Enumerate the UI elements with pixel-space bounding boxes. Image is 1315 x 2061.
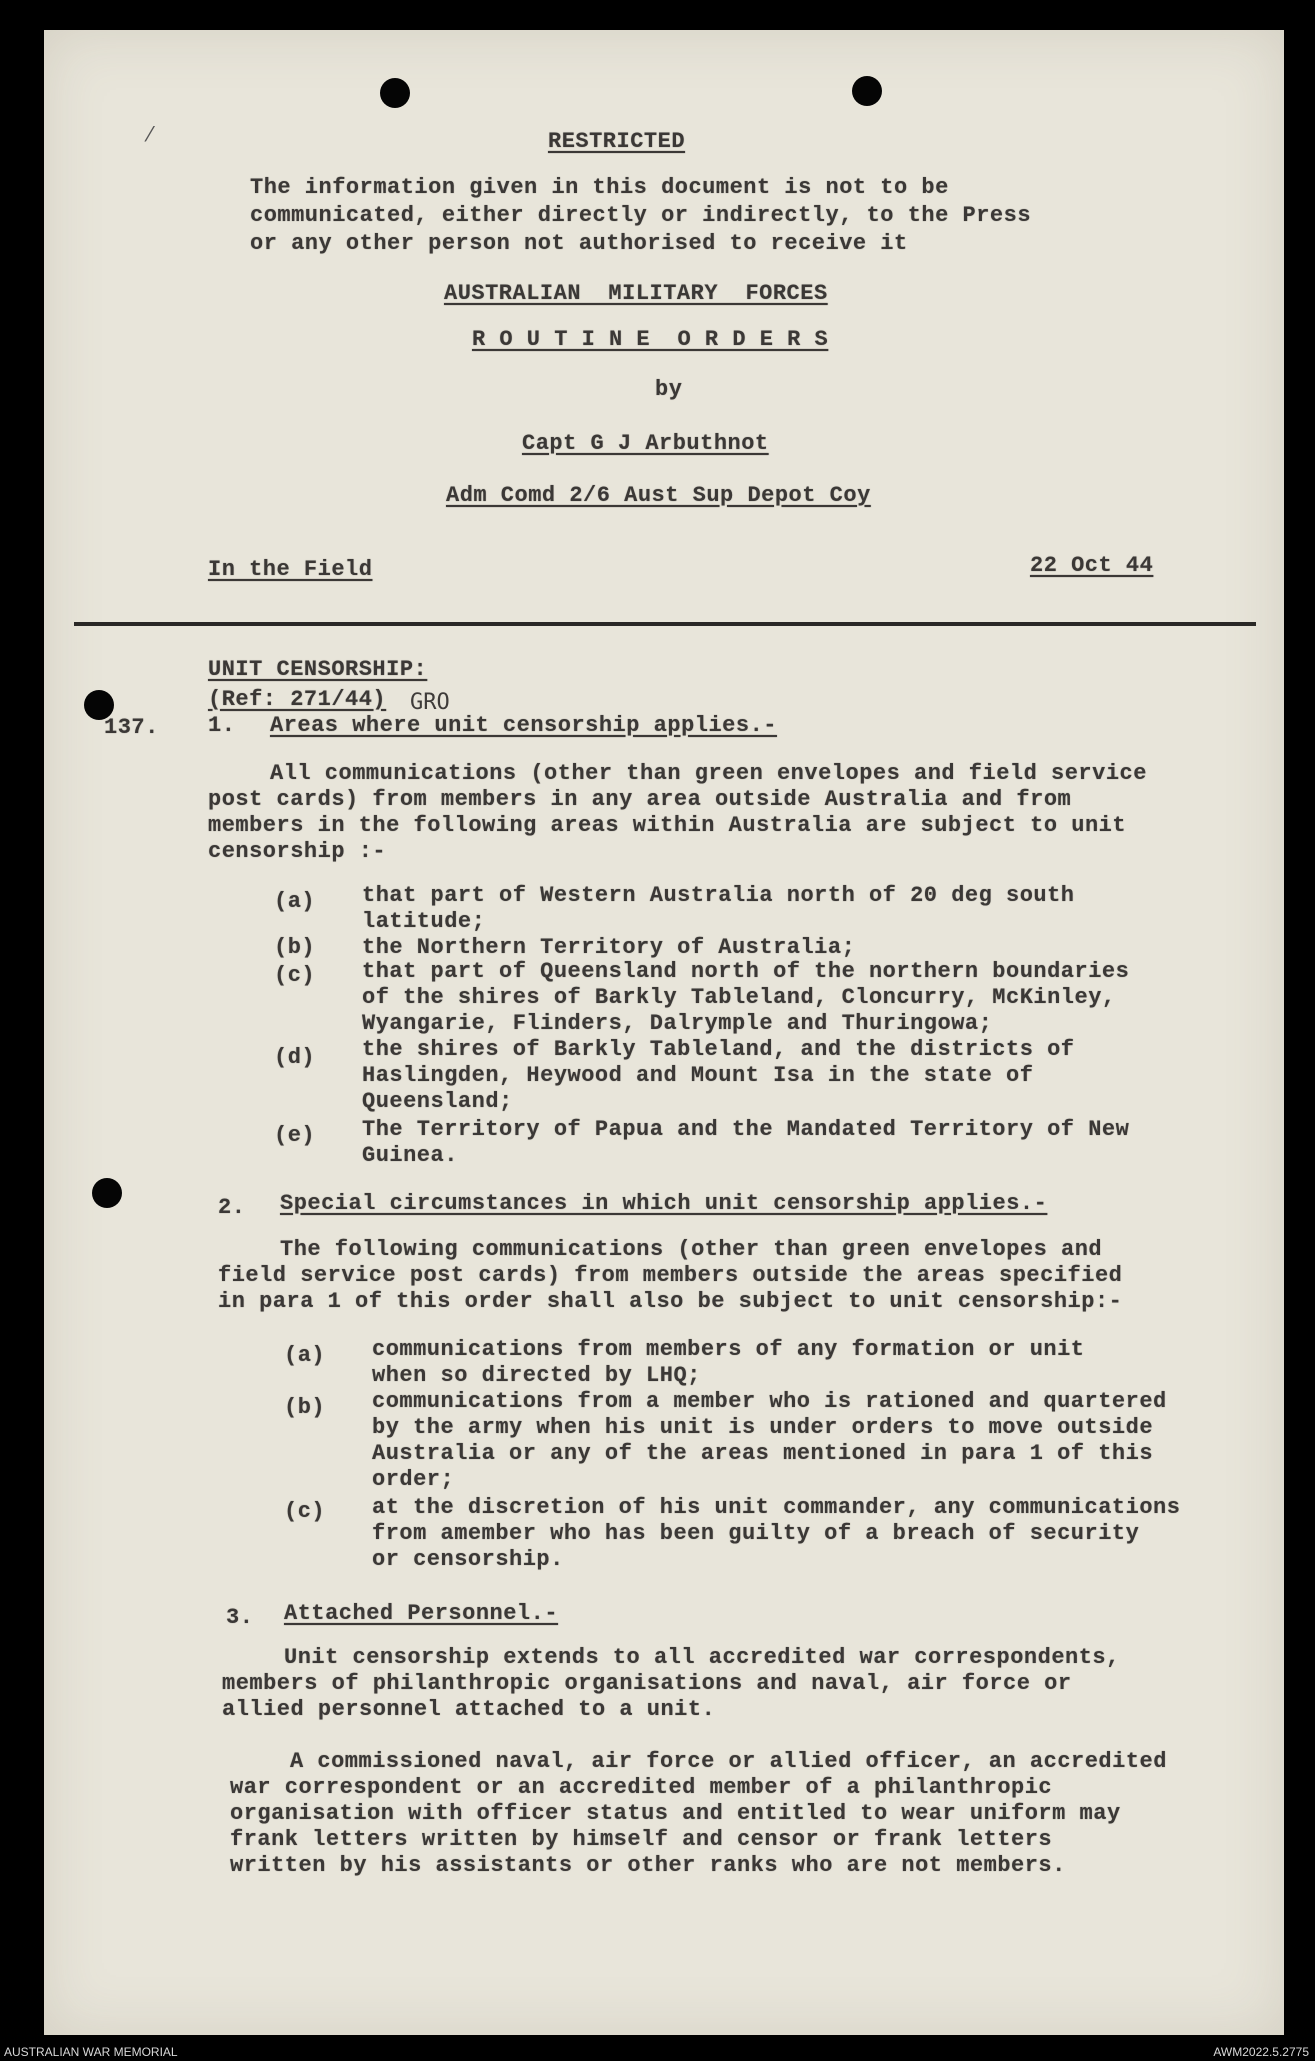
section-1-heading: Areas where unit censorship applies.- bbox=[270, 713, 777, 738]
list-item-line: of the shires of Barkly Tableland, Cloncurry, McKinley, bbox=[362, 985, 1116, 1010]
paragraph-line: organisation with officer status and entitled to wear uniform may bbox=[230, 1801, 1121, 1826]
pencil-mark: ⁄ bbox=[148, 122, 152, 146]
issuing-officer: Capt G J Arbuthnot bbox=[522, 431, 769, 456]
organization-heading: AUSTRALIAN MILITARY FORCES bbox=[444, 281, 828, 306]
list-item-label: (b) bbox=[284, 1395, 326, 1420]
reference-annotation: GRO bbox=[410, 690, 450, 715]
list-item-line: from amember who has been guilty of a breach of security bbox=[372, 1521, 1140, 1546]
list-item-line: the shires of Barkly Tableland, and the districts of bbox=[362, 1037, 1075, 1062]
order-reference: (Ref: 271/44) bbox=[208, 687, 387, 712]
list-item-label: (a) bbox=[284, 1343, 326, 1368]
list-item-line: that part of Queensland north of the northern boundaries bbox=[362, 959, 1130, 984]
paragraph-line: post cards) from members in any area outside Australia and from bbox=[208, 787, 1072, 812]
list-item-line: Australia or any of the areas mentioned in para 1 of this bbox=[372, 1441, 1154, 1466]
caveat-line-2: communicated, either directly or indirectly, to the Press bbox=[250, 203, 1032, 228]
paragraph-line: A commissioned naval, air force or allied officer, an accredited bbox=[290, 1749, 1167, 1774]
archive-accession-number: AWM2022.5.2775 bbox=[1213, 2045, 1309, 2059]
punch-hole bbox=[92, 1178, 122, 1208]
document-title: R O U T I N E O R D E R S bbox=[472, 327, 829, 352]
list-item-label: (b) bbox=[274, 935, 316, 960]
list-item-line: latitude; bbox=[362, 909, 486, 934]
caveat-line-1: The information given in this document is not to be bbox=[250, 175, 949, 200]
paragraph-line: All communications (other than green envelopes and field service bbox=[270, 761, 1147, 786]
punch-hole bbox=[380, 78, 410, 108]
list-item-label: (c) bbox=[274, 963, 316, 988]
paragraph-line: members of philanthropic organisations and naval, air force or bbox=[222, 1671, 1072, 1696]
section-2-heading: Special circumstances in which unit censorship applies.- bbox=[280, 1191, 1048, 1216]
list-item-line: order; bbox=[372, 1467, 455, 1492]
list-item-line: Wyangarie, Flinders, Dalrymple and Thuringowa; bbox=[362, 1011, 993, 1036]
order-date: 22 Oct 44 bbox=[1030, 553, 1154, 578]
list-item-line: the Northern Territory of Australia; bbox=[362, 935, 856, 960]
list-item-line: communications from a member who is rationed and quartered bbox=[372, 1389, 1167, 1414]
paragraph-line: in para 1 of this order shall also be subject to unit censorship:- bbox=[218, 1289, 1123, 1314]
paragraph-line: field service post cards) from members outside the areas specified bbox=[218, 1263, 1123, 1288]
list-item-line: communications from members of any formation or unit bbox=[372, 1337, 1085, 1362]
list-item-line: Haslingden, Heywood and Mount Isa in the state of bbox=[362, 1063, 1034, 1088]
section-2-number: 2. bbox=[218, 1195, 246, 1220]
paragraph-line: allied personnel attached to a unit. bbox=[222, 1697, 716, 1722]
divider-line bbox=[74, 622, 1256, 626]
classification-heading: RESTRICTED bbox=[548, 129, 686, 154]
paragraph-line: frank letters written by himself and censor or frank letters bbox=[230, 1827, 1053, 1852]
paragraph-line: Unit censorship extends to all accredited war correspondents, bbox=[284, 1645, 1120, 1670]
list-item-line: that part of Western Australia north of 20 deg south bbox=[362, 883, 1075, 908]
list-item-line: The Territory of Papua and the Mandated Territory of New bbox=[362, 1117, 1130, 1142]
section-3-number: 3. bbox=[226, 1605, 254, 1630]
order-number: 137. bbox=[104, 715, 159, 740]
caveat-line-3: or any other person not authorised to receive it bbox=[250, 231, 908, 256]
paragraph-line: The following communications (other than green envelopes and bbox=[280, 1237, 1103, 1262]
list-item-line: at the discretion of his unit commander, any communications bbox=[372, 1495, 1181, 1520]
issuing-unit: Adm Comd 2/6 Aust Sup Depot Coy bbox=[446, 483, 871, 508]
list-item-label: (a) bbox=[274, 889, 316, 914]
section-3-heading: Attached Personnel.- bbox=[284, 1601, 559, 1626]
paragraph-line: written by his assistants or other ranks who are not members. bbox=[230, 1853, 1066, 1878]
list-item-line: when so directed by LHQ; bbox=[372, 1363, 701, 1388]
paragraph-line: censorship :- bbox=[208, 839, 387, 864]
list-item-line: Guinea. bbox=[362, 1143, 458, 1168]
paragraph-line: members in the following areas within Australia are subject to unit bbox=[208, 813, 1127, 838]
list-item-line: or censorship. bbox=[372, 1547, 564, 1572]
punch-hole bbox=[852, 76, 882, 106]
paragraph-line: war correspondent or an accredited member of a philanthropic bbox=[230, 1775, 1053, 1800]
list-item-line: by the army when his unit is under orders to move outside bbox=[372, 1415, 1154, 1440]
archive-credit: AUSTRALIAN WAR MEMORIAL bbox=[4, 2045, 178, 2059]
location: In the Field bbox=[208, 557, 373, 582]
by-line: by bbox=[655, 377, 683, 402]
list-item-line: Queensland; bbox=[362, 1089, 513, 1114]
list-item-label: (e) bbox=[274, 1123, 316, 1148]
list-item-label: (c) bbox=[284, 1499, 326, 1524]
section-1-number: 1. bbox=[208, 713, 236, 738]
order-subject: UNIT CENSORSHIP: bbox=[208, 657, 428, 682]
list-item-label: (d) bbox=[274, 1045, 316, 1070]
